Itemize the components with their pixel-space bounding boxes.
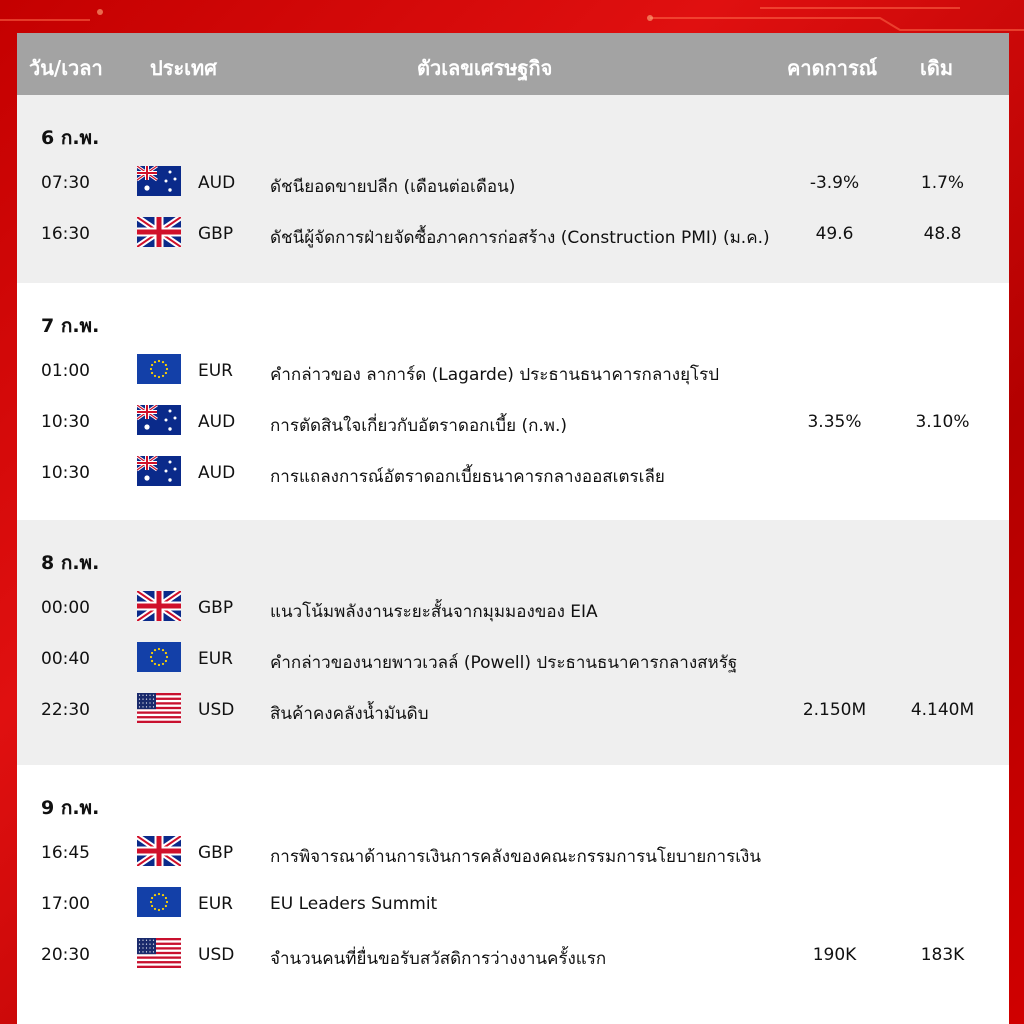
header-country: ประเทศ <box>150 56 217 80</box>
event-row <box>17 402 1009 442</box>
event-currency: AUD <box>198 463 236 483</box>
event-row <box>17 690 1009 730</box>
us-flag-icon <box>137 693 181 723</box>
event-row <box>17 884 1009 924</box>
event-time: 00:00 <box>41 598 90 618</box>
event-time: 01:00 <box>41 361 90 381</box>
day-title: 8 ก.พ. <box>41 552 100 574</box>
event-row <box>17 163 1009 203</box>
header-previous: เดิม <box>920 56 954 80</box>
day-group <box>17 765 1009 1024</box>
event-time: 16:30 <box>41 224 90 244</box>
event-forecast: 2.150M <box>802 700 867 720</box>
event-currency: GBP <box>198 843 234 863</box>
day-group <box>17 283 1009 520</box>
event-time: 10:30 <box>41 412 90 432</box>
event-forecast: 49.6 <box>815 224 854 244</box>
uk-flag-icon <box>137 217 181 247</box>
event-time: 17:00 <box>41 894 90 914</box>
au-flag-icon <box>137 166 181 196</box>
event-time: 00:40 <box>41 649 90 669</box>
event-row <box>17 935 1009 975</box>
header-date-time: วัน/เวลา <box>29 56 103 80</box>
day-title: 9 ก.พ. <box>41 797 100 819</box>
eu-flag-icon <box>137 887 181 917</box>
event-currency: USD <box>198 945 235 965</box>
eu-flag-icon <box>137 354 181 384</box>
day-group <box>17 520 1009 765</box>
us-flag-icon <box>137 938 181 968</box>
event-forecast: 190K <box>812 945 857 965</box>
event-time: 07:30 <box>41 173 90 193</box>
uk-flag-icon <box>137 591 181 621</box>
event-row <box>17 833 1009 873</box>
event-forecast: 3.35% <box>807 412 862 432</box>
event-name: การตัดสินใจเกี่ยวกับอัตราดอกเบี้ย (ก.พ.) <box>270 416 568 436</box>
eu-flag-icon <box>137 642 181 672</box>
event-currency: EUR <box>198 894 233 914</box>
day-groups <box>17 95 1009 1024</box>
event-previous: 48.8 <box>923 224 962 244</box>
table-header <box>17 33 1009 95</box>
event-currency: USD <box>198 700 235 720</box>
day-group <box>17 95 1009 283</box>
event-name: คำกล่าวของนายพาวเวลล์ (Powell) ประธานธนาคารกลางสหรัฐ <box>270 653 738 673</box>
au-flag-icon <box>137 456 181 486</box>
event-name: ดัชนียอดขายปลีก (เดือนต่อเดือน) <box>270 177 516 197</box>
event-name: EU Leaders Summit <box>270 894 438 914</box>
event-currency: EUR <box>198 649 233 669</box>
au-flag-icon <box>137 405 181 435</box>
event-time: 10:30 <box>41 463 90 483</box>
event-name: การพิจารณาด้านการเงินการคลังของคณะกรรมการนโยบายการเงิน <box>270 847 761 867</box>
event-previous: 3.10% <box>915 412 970 432</box>
event-currency: GBP <box>198 598 234 618</box>
event-row <box>17 351 1009 391</box>
event-name: แนวโน้มพลังงานระยะสั้นจากมุมมองของ EIA <box>270 602 598 622</box>
event-time: 16:45 <box>41 843 90 863</box>
event-row <box>17 639 1009 679</box>
day-title: 6 ก.พ. <box>41 127 100 149</box>
day-title: 7 ก.พ. <box>41 315 100 337</box>
event-name: การแถลงการณ์อัตราดอกเบี้ยธนาคารกลางออสเตรเลีย <box>270 467 665 487</box>
event-row <box>17 588 1009 628</box>
calendar-card <box>17 33 1009 1024</box>
header-forecast: คาดการณ์ <box>787 56 878 80</box>
event-currency: EUR <box>198 361 233 381</box>
event-currency: GBP <box>198 224 234 244</box>
event-row <box>17 453 1009 493</box>
event-time: 22:30 <box>41 700 90 720</box>
event-time: 20:30 <box>41 945 90 965</box>
event-forecast: -3.9% <box>809 173 860 193</box>
event-currency: AUD <box>198 173 236 193</box>
header-indicator: ตัวเลขเศรษฐกิจ <box>417 56 553 80</box>
event-name: ดัชนีผู้จัดการฝ่ายจัดซื้อภาคการก่อสร้าง (Construction PMI) (ม.ค.) <box>270 228 770 248</box>
uk-flag-icon <box>137 836 181 866</box>
event-name: จำนวนคนที่ยื่นขอรับสวัสดิการว่างงานครั้งแรก <box>270 949 607 969</box>
event-previous: 1.7% <box>920 173 965 193</box>
event-previous: 183K <box>920 945 965 965</box>
event-row <box>17 214 1009 254</box>
event-name: คำกล่าวของ ลาการ์ด (Lagarde) ประธานธนาคารกลางยุโรป <box>270 365 720 385</box>
event-currency: AUD <box>198 412 236 432</box>
event-name: สินค้าคงคลังน้ำมันดิบ <box>270 704 429 724</box>
event-previous: 4.140M <box>910 700 975 720</box>
